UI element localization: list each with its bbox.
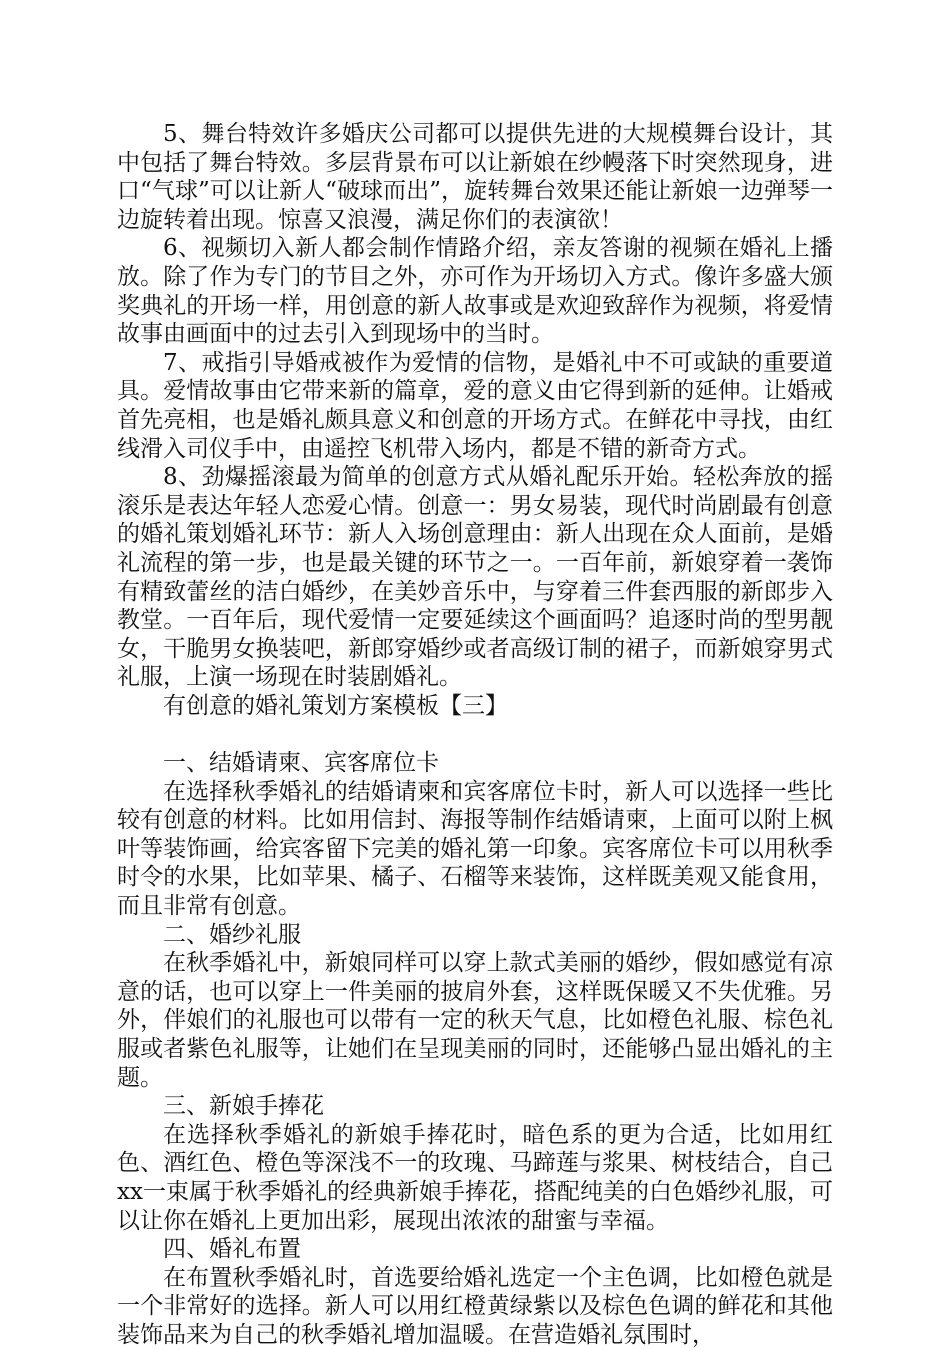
paragraph-ring-guide: 7、戒指引导婚戒被作为爱情的信物，是婚礼中不可或缺的重要道具。爱情故事由它带来新的篇章，爱的意义由它得到新的延伸。让婚戒首先亮相，也是婚礼颇具意义和创意的开场方式。在鲜花中寻找，由红线滑入司仪手中，由遥控飞机带入场内，都是不错的新奇方式。 — [117, 349, 833, 462]
section-body-bouquet: 在选择秋季婚礼的新娘手捧花时，暗色系的更为合适，比如用红色、酒红色、橙色等深浅不一的玫瑰、马蹄莲与浆果、树枝结合，自己xx一束属于秋季婚礼的经典新娘手捧花，搭配纯美的白色婚纱礼服，可以让你在婚礼上更加出彩，展现出浓浓的甜蜜与幸福。 — [117, 1121, 833, 1234]
section-heading-bouquet: 三、新娘手捧花 — [163, 1093, 324, 1120]
section-heading-decoration: 四、婚礼布置 — [163, 1236, 301, 1263]
section-heading-invitations: 一、结婚请柬、宾客席位卡 — [163, 750, 439, 777]
paragraph-rock-music: 8、劲爆摇滚最为简单的创意方式从婚礼配乐开始。轻松奔放的摇滚乐是表达年轻人恋爱心情。创意一：男女易装，现代时尚剧最有创意的婚礼策划婚礼环节：新人入场创意理由：新人出现在众人面前，是婚礼流程的第一步，也是最关键的环节之一。一百年前，新娘穿着一袭饰有精致蕾丝的洁白婚纱，在美妙音乐中，与穿着三件套西服的新郎步入教堂。一百年后，现代爱情一定要延续这个画面吗？追逐时尚的型男靓女，干脆男女换装吧，新郎穿婚纱或者高级订制的裙子，而新娘穿男式礼服，上演一场现在时装剧婚礼。 — [117, 464, 833, 691]
blank-line — [117, 720, 833, 749]
section-heading-wedding-dress: 二、婚纱礼服 — [163, 921, 301, 948]
paragraph-stage-effects: 5、舞台特效许多婚庆公司都可以提供先进的大规模舞台设计，其中包括了舞台特效。多层背景布可以让新娘在纱幔落下时突然现身，进口“气球”可以让新人“破球而出”，旋转舞台效果还能让新娘一边弹琴一边旋转着出现。惊喜又浪漫，满足你们的表演欲！ — [117, 121, 833, 233]
section-body-invitations: 在选择秋季婚礼的结婚请柬和宾客席位卡时，新人可以选择一些比较有创意的材料。比如用信封、海报等制作结婚请柬，上面可以附上枫叶等装饰画，给宾客留下完美的婚礼第一印象。宾客席位卡可以用秋季时令的水果，比如苹果、橘子、石榴等来装饰，这样既美观又能食用，而且非常有创意。 — [117, 778, 833, 920]
template-title: 有创意的婚礼策划方案模板【三】 — [163, 692, 508, 719]
section-body-wedding-dress: 在秋季婚礼中，新娘同样可以穿上款式美丽的婚纱，假如感觉有凉意的话，也可以穿上一件美丽的披肩外套，这样既保暖又不失优雅。另外，伴娘们的礼服也可以带有一定的秋天气息，比如橙色礼服、棕色礼服或者紫色礼服等，让她们在呈现美丽的同时，还能够凸显出婚礼的主题。 — [117, 950, 833, 1091]
document-body — [117, 120, 833, 1350]
paragraph-video-intro: 6、视频切入新人都会制作情路介绍，亲友答谢的视频在婚礼上播放。除了作为专门的节目之外，亦可作为开场切入方式。像许多盛大颁奖典礼的开场一样，用创意的新人故事或是欢迎致辞作为视频，将爱情故事由画面中的过去引入到现场中的当时。 — [117, 235, 833, 348]
section-body-decoration: 在布置秋季婚礼时，首选要给婚礼选定一个主色调，比如橙色就是一个非常好的选择。新人可以用红橙黄绿紫以及棕色色调的鲜花和其他装饰品来为自己的秋季婚礼增加温暖。在营造婚礼氛围时， — [117, 1264, 833, 1348]
